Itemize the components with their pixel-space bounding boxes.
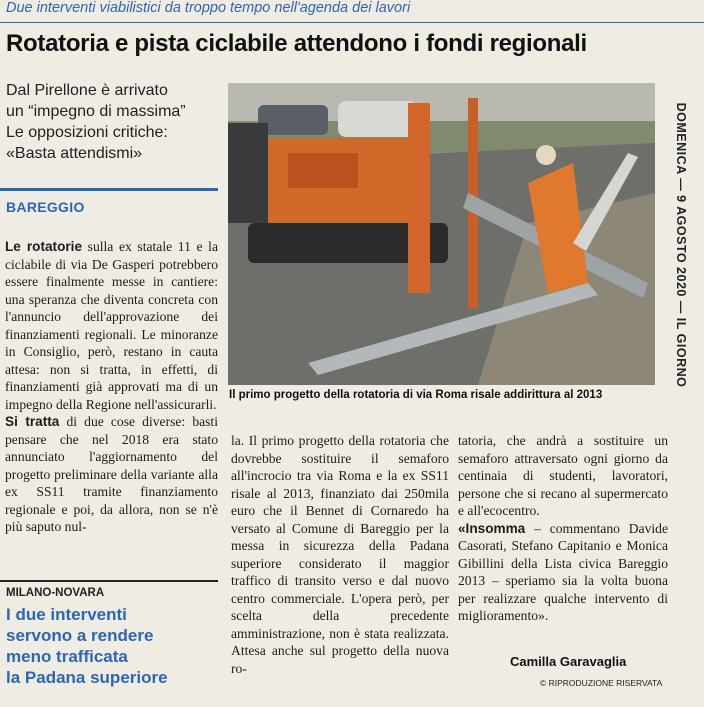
- lead-in: Le rotatorie: [5, 239, 83, 254]
- paragraph-text: – commentano Davide Casorati, Stefano Capitanio e Monica Gibillini della Lista civica Bareggio 2013 – speriamo sia la volta buona per realizzare qualche intervento di miglioramento».: [458, 520, 668, 623]
- standfirst: [6, 80, 221, 164]
- section-label: BAREGGIO: [6, 199, 85, 215]
- sidebar-headline-line: servono a rendere: [6, 626, 154, 645]
- dateline-text: DOMENICA — 9 AGOSTO 2020 — IL GIORNO: [674, 102, 688, 388]
- standfirst-line: Le opposizioni critiche:: [6, 124, 168, 141]
- paragraph-text: tatoria, che andrà a sostituire un semaforo attraversato ogni giorno da centinaia di studenti, lavoratori, persone che si recano al supermercato e all'ecocentro.: [458, 433, 668, 518]
- roadwork-illustration: [228, 83, 655, 385]
- paragraph: [5, 413, 218, 536]
- paragraph-text: la. Il primo progetto della rotatoria che dovrebbe sostituire il semaforo all'incrocio tra via Roma e la ex SS11 risale al 2013, finanziato dai 250mila euro che il Bennet di Cornaredo ha versato al Comune di Bareggio per la messa in sicurezza della Padana superiore considerato il maggior traffico di transito verso e dal nuovo centro commerciale. L'opera però, per scelta della precedente amministrazione, non è stata realizzata. Attesa anche sul progetto della nuova ro-: [231, 433, 449, 676]
- sidebar-headline-line: la Padana superiore: [6, 668, 168, 687]
- author-byline: Camilla Garavaglia: [510, 654, 627, 669]
- article-column-1: [5, 238, 218, 536]
- sidebar-headline: [6, 604, 221, 688]
- standfirst-line: un “impegno di massima”: [6, 103, 186, 120]
- lead-in: «Insomma: [458, 520, 526, 536]
- sidebar-headline-line: meno trafficata: [6, 647, 128, 666]
- paragraph: [5, 238, 218, 413]
- sidebar-rule: [0, 580, 218, 582]
- lead-in: Si tratta: [5, 414, 60, 429]
- paragraph-text: di due cose diverse: basti pensare che nel 2018 era stato annunciato l'aggiornamento del progetto preliminare della variante alla ex SS11 tramite finanziamento regionale e poi, da allora, non se n'è più saputo nul-: [5, 414, 218, 534]
- article-column-3: [458, 432, 668, 625]
- standfirst-line: «Basta attendismi»: [6, 145, 143, 162]
- sidebar-headline-line: I due interventi: [6, 605, 127, 624]
- sidebar-label: MILANO-NOVARA: [6, 587, 105, 599]
- standfirst-line: Dal Pirellone è arrivato: [6, 82, 168, 99]
- paragraph-text: sulla ex statale 11 e la ciclabile di via De Gasperi potrebbero essere finalmente messe in cantiere: una speranza che diventa concreta con l'annuncio dell'approvazione dei finanziamenti regionali. Le minoranze in Consiglio, però, restano in cauta attesa: non si tratta, in effetti, di finanziamenti già approvati ma di un impegno della Regione nell'assicurarli.: [5, 239, 218, 412]
- article-column-2: [231, 432, 449, 677]
- headline: Rotatoria e pista ciclabile attendono i fondi regionali: [6, 30, 587, 57]
- dateline: [666, 90, 696, 400]
- kicker-rule: [0, 22, 704, 23]
- article-photo: [228, 83, 655, 385]
- paragraph: [458, 520, 668, 625]
- section-rule: [0, 188, 218, 191]
- kicker: Due interventi viabilistici da troppo tempo nell'agenda dei lavori: [6, 0, 411, 16]
- copyright-notice: © RIPRODUZIONE RISERVATA: [540, 678, 663, 688]
- photo-caption: Il primo progetto della rotatoria di via Roma risale addirittura al 2013: [229, 389, 603, 401]
